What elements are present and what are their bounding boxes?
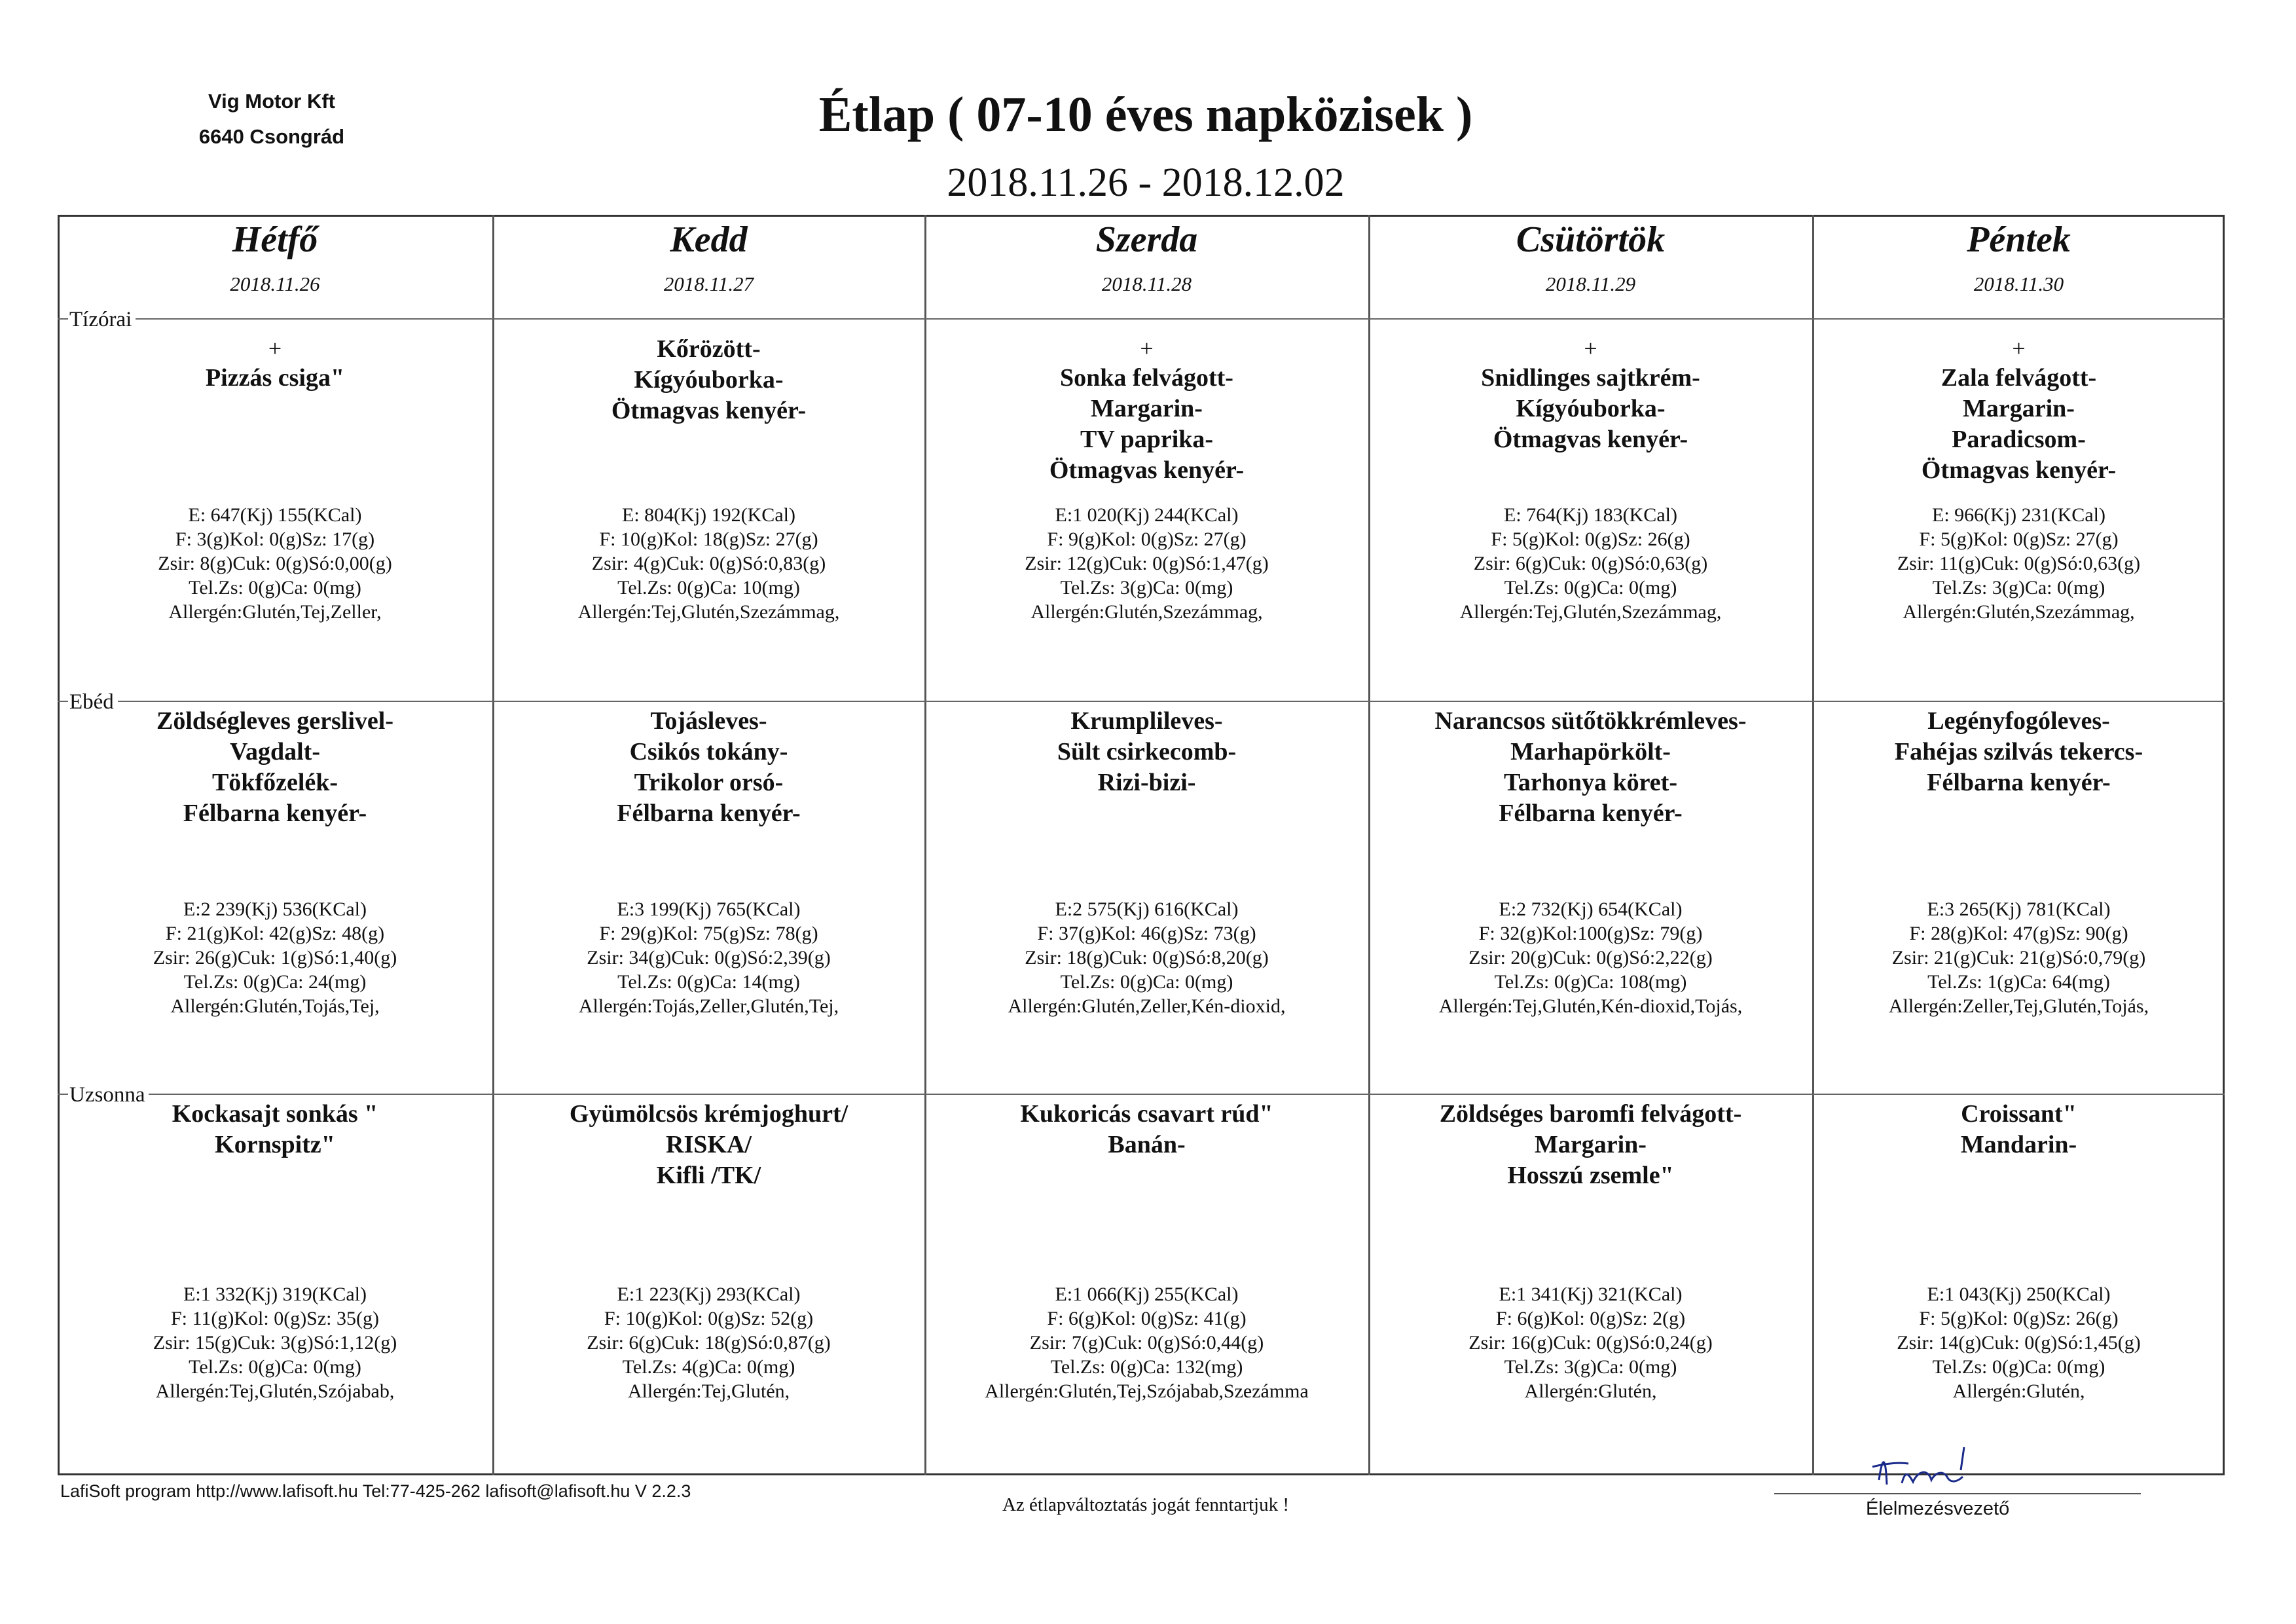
dish-name: Margarin- <box>1963 395 2075 422</box>
nutrition-line: Tel.Zs: 3(g)Ca: 0(mg) <box>1060 577 1233 599</box>
nutrition-line: E:2 575(Kj) 616(KCal) <box>1055 898 1239 920</box>
nutrition-info <box>926 1282 1367 1403</box>
dish-name: Snidlinges sajtkrém- <box>1481 364 1700 392</box>
company-address: 6640 Csongrád <box>198 125 345 148</box>
nutrition-info <box>1814 503 2223 624</box>
dish-name: Fahéjas szilvás tekercs- <box>1894 738 2143 766</box>
nutrition-line: Tel.Zs: 0(g)Ca: 14(mg) <box>617 971 800 993</box>
day-date: 2018.11.30 <box>1973 272 2064 295</box>
nutrition-line: Zsir: 34(g)Cuk: 0(g)Só:2,39(g) <box>587 947 831 969</box>
dish-name: Narancsos sütőtökkrémleves- <box>1434 707 1747 735</box>
nutrition-line: E:1 332(Kj) 319(KCal) <box>183 1283 367 1305</box>
nutrition-line: E: 764(Kj) 183(KCal) <box>1504 504 1677 526</box>
day-name: Hétfő <box>232 219 318 260</box>
dish-name: Kígyóuborka- <box>1516 395 1666 422</box>
allergen-line: Allergén:Tej,Glutén,Kén-dioxid,Tojás, <box>1438 995 1743 1017</box>
nutrition-line: E:1 020(Kj) 244(KCal) <box>1055 504 1239 526</box>
nutrition-line: Tel.Zs: 0(g)Ca: 24(mg) <box>183 971 367 993</box>
nutrition-info <box>59 503 491 624</box>
allergen-line: Allergén:Tej,Glutén,Szezámmag, <box>1459 601 1722 623</box>
nutrition-line: Zsir: 7(g)Cuk: 0(g)Só:0,44(g) <box>1029 1332 1264 1354</box>
dish-name: TV paprika- <box>1080 426 1214 453</box>
nutrition-line: Tel.Zs: 3(g)Ca: 0(mg) <box>1932 577 2105 599</box>
dish-cell <box>926 1099 1367 1160</box>
nutrition-line: E:1 066(Kj) 255(KCal) <box>1055 1283 1239 1305</box>
dish-cell <box>1370 706 1811 829</box>
plus-sign: + <box>1584 335 1597 361</box>
nutrition-line: Zsir: 16(g)Cuk: 0(g)Só:0,24(g) <box>1468 1332 1713 1354</box>
allergen-line: Allergén:Glutén, <box>1524 1380 1657 1402</box>
allergen-line: Allergén:Tej,Glutén, <box>627 1380 790 1402</box>
allergen-line: Allergén:Glutén, <box>1952 1380 2085 1402</box>
dish-name: Félbarna kenyér- <box>1499 800 1683 827</box>
nutrition-info <box>1814 897 2223 1018</box>
nutrition-line: Zsir: 8(g)Cuk: 0(g)Só:0,00(g) <box>158 553 392 574</box>
dish-name: Kifli /TK/ <box>656 1162 761 1189</box>
dish-name: Félbarna kenyér- <box>183 800 367 827</box>
nutrition-line: F: 21(g)Kol: 42(g)Sz: 48(g) <box>165 923 385 944</box>
dish-cell <box>494 334 923 426</box>
dish-name: Margarin- <box>1535 1131 1647 1158</box>
page-title: Étlap ( 07-10 éves napközisek ) <box>818 87 1473 142</box>
row-divider <box>58 701 2225 702</box>
dish-name: Pizzás csiga" <box>205 364 345 392</box>
day-name: Szerda <box>1095 219 1198 260</box>
plus-sign: + <box>2012 335 2026 361</box>
nutrition-line: F: 5(g)Kol: 0(g)Sz: 27(g) <box>1919 528 2119 550</box>
dish-name: Tarhonya köret- <box>1504 769 1677 796</box>
dish-name: Krumplileves- <box>1070 707 1223 735</box>
nutrition-line: E: 647(Kj) 155(KCal) <box>188 504 362 526</box>
nutrition-info <box>926 503 1367 624</box>
nutrition-line: Zsir: 14(g)Cuk: 0(g)Só:1,45(g) <box>1897 1332 2141 1354</box>
dish-cell <box>1370 334 1811 455</box>
dish-name: Marhapörkölt- <box>1510 738 1671 766</box>
dish-name: Ötmagvas kenyér- <box>1493 426 1688 453</box>
nutrition-line: Zsir: 21(g)Cuk: 21(g)Só:0,79(g) <box>1891 947 2146 969</box>
dish-name: Kígyóuborka- <box>634 366 784 394</box>
plus-sign: + <box>268 335 282 361</box>
dish-name: Sült csirkecomb- <box>1057 738 1237 766</box>
dish-cell <box>926 706 1367 798</box>
dish-name: Rizi-bizi- <box>1097 769 1196 796</box>
dish-name: Kukoricás csavart rúd" <box>1020 1100 1273 1128</box>
dish-cell <box>1814 334 2223 486</box>
dish-name: Mandarin- <box>1960 1131 2077 1158</box>
nutrition-line: F: 10(g)Kol: 18(g)Sz: 27(g) <box>599 528 818 550</box>
plus-sign: + <box>1140 335 1154 361</box>
dish-name: Ötmagvas kenyér- <box>611 397 807 424</box>
day-header-friday <box>1814 216 2223 314</box>
dish-name: Félbarna kenyér- <box>1927 769 2111 796</box>
allergen-line: Allergén:Glutén,Szezámmag, <box>1903 601 2135 623</box>
nutrition-line: E:1 341(Kj) 321(KCal) <box>1499 1283 1683 1305</box>
nutrition-line: E:2 732(Kj) 654(KCal) <box>1499 898 1683 920</box>
dish-name: Trikolor orsó- <box>634 769 784 796</box>
dish-name: Vagdalt- <box>230 738 320 766</box>
nutrition-line: E:1 043(Kj) 250(KCal) <box>1927 1283 2111 1305</box>
dish-name: Kornspitz" <box>215 1131 335 1158</box>
day-header-tuesday <box>494 216 923 314</box>
nutrition-line: Tel.Zs: 0(g)Ca: 0(mg) <box>189 577 361 599</box>
allergen-line: Allergén:Tej,Glutén,Szezámmag, <box>577 601 840 623</box>
dish-name: Zala felvágott- <box>1941 364 2097 392</box>
dish-name: Félbarna kenyér- <box>617 800 801 827</box>
day-date: 2018.11.27 <box>663 272 754 295</box>
day-name: Péntek <box>1967 219 2071 260</box>
nutrition-line: E: 966(Kj) 231(KCal) <box>1932 504 2105 526</box>
day-header-monday <box>59 216 491 314</box>
dish-cell <box>1814 1099 2223 1160</box>
dish-name: RISKA/ <box>666 1131 752 1158</box>
dish-name: Sonka felvágott- <box>1060 364 1233 392</box>
day-date: 2018.11.28 <box>1101 272 1192 295</box>
dish-cell <box>59 1099 491 1160</box>
nutrition-info <box>1370 897 1811 1018</box>
nutrition-line: F: 11(g)Kol: 0(g)Sz: 35(g) <box>170 1308 380 1329</box>
nutrition-line: Zsir: 20(g)Cuk: 0(g)Só:2,22(g) <box>1468 947 1713 969</box>
row-divider <box>58 1094 2225 1095</box>
nutrition-line: F: 10(g)Kol: 0(g)Sz: 52(g) <box>604 1308 814 1329</box>
nutrition-info <box>494 897 923 1018</box>
nutrition-line: Tel.Zs: 0(g)Ca: 0(mg) <box>1060 971 1233 993</box>
nutrition-line: Zsir: 12(g)Cuk: 0(g)Só:1,47(g) <box>1025 553 1269 574</box>
nutrition-info <box>926 897 1367 1018</box>
dish-cell <box>494 706 923 829</box>
meal-label-uzsonna: Uzsonna <box>68 1083 149 1107</box>
nutrition-line: F: 37(g)Kol: 46(g)Sz: 73(g) <box>1037 923 1256 944</box>
nutrition-line: E:3 199(Kj) 765(KCal) <box>617 898 801 920</box>
nutrition-line: Tel.Zs: 0(g)Ca: 10(mg) <box>617 577 800 599</box>
allergen-line: Allergén:Glutén,Zeller,Kén-dioxid, <box>1008 995 1286 1017</box>
day-header-thursday <box>1370 216 1811 314</box>
meal-label-ebed: Ebéd <box>68 690 118 714</box>
allergen-line: Allergén:Glutén,Tej,Szójabab,Szezámma <box>985 1380 1309 1402</box>
dish-cell <box>1370 1099 1811 1191</box>
dish-name: Tökfőzelék- <box>211 769 338 796</box>
dish-name: Csikós tokány- <box>629 738 788 766</box>
allergen-line: Allergén:Glutén,Szezámmag, <box>1030 601 1263 623</box>
dish-name: Hosszú zsemle" <box>1507 1162 1674 1189</box>
nutrition-line: Tel.Zs: 0(g)Ca: 0(mg) <box>189 1356 361 1378</box>
nutrition-line: Tel.Zs: 1(g)Ca: 64(mg) <box>1927 971 2110 993</box>
allergen-line: Allergén:Glutén,Tojás,Tej, <box>170 995 380 1017</box>
company-name: Vig Motor Kft <box>208 90 335 113</box>
nutrition-line: Zsir: 18(g)Cuk: 0(g)Só:8,20(g) <box>1025 947 1269 969</box>
nutrition-line: F: 6(g)Kol: 0(g)Sz: 41(g) <box>1047 1308 1247 1329</box>
nutrition-line: F: 6(g)Kol: 0(g)Sz: 2(g) <box>1495 1308 1686 1329</box>
nutrition-line: F: 3(g)Kol: 0(g)Sz: 17(g) <box>175 528 375 550</box>
day-name: Csütörtök <box>1516 219 1666 260</box>
nutrition-line: Tel.Zs: 0(g)Ca: 108(mg) <box>1494 971 1687 993</box>
company-info <box>160 84 383 155</box>
nutrition-line: Zsir: 4(g)Cuk: 0(g)Só:0,83(g) <box>591 553 826 574</box>
program-info: LafiSoft program http://www.lafisoft.hu Tel:77-425-262 lafisoft@lafisoft.hu V 2.2.3 <box>60 1481 691 1501</box>
nutrition-line: E:3 265(Kj) 781(KCal) <box>1927 898 2111 920</box>
nutrition-line: Zsir: 26(g)Cuk: 1(g)Só:1,40(g) <box>153 947 397 969</box>
dish-name: Ötmagvas kenyér- <box>1049 456 1245 484</box>
dish-name: Gyümölcsös krémjoghurt/ <box>569 1100 848 1128</box>
nutrition-line: F: 9(g)Kol: 0(g)Sz: 27(g) <box>1047 528 1247 550</box>
allergen-line: Allergén:Tej,Glutén,Szójabab, <box>155 1380 395 1402</box>
nutrition-line: E: 804(Kj) 192(KCal) <box>622 504 795 526</box>
dish-name: Croissant" <box>1961 1100 2077 1128</box>
nutrition-info <box>59 1282 491 1403</box>
dish-cell <box>494 1099 923 1191</box>
day-date: 2018.11.29 <box>1545 272 1636 295</box>
signature-label: Élelmezésvezető <box>1866 1498 2010 1519</box>
dish-name: Tojásleves- <box>650 707 767 735</box>
dish-name: Ötmagvas kenyér- <box>1921 456 2117 484</box>
signature-line <box>1774 1493 2141 1494</box>
dish-name: Zöldségleves gerslivel- <box>156 707 393 735</box>
dish-name: Margarin- <box>1091 395 1203 422</box>
row-divider <box>58 318 2225 320</box>
day-header-wednesday <box>926 216 1367 314</box>
date-range: 2018.11.26 - 2018.12.02 <box>947 160 1345 205</box>
dish-cell <box>59 706 491 829</box>
day-date: 2018.11.26 <box>230 272 320 295</box>
dish-name: Paradicsom- <box>1952 426 2086 453</box>
nutrition-info <box>59 897 491 1018</box>
allergen-line: Allergén:Tojás,Zeller,Glutén,Tej, <box>578 995 839 1017</box>
dish-cell <box>59 334 491 394</box>
nutrition-info <box>1370 503 1811 624</box>
dish-name: Kőrözött- <box>657 335 761 363</box>
nutrition-info <box>494 1282 923 1403</box>
nutrition-line: Tel.Zs: 0(g)Ca: 132(mg) <box>1050 1356 1243 1378</box>
allergen-line: Allergén:Zeller,Tej,Glutén,Tojás, <box>1888 995 2149 1017</box>
nutrition-line: F: 29(g)Kol: 75(g)Sz: 78(g) <box>599 923 818 944</box>
nutrition-info <box>1814 1282 2223 1403</box>
dish-name: Banán- <box>1108 1131 1186 1158</box>
nutrition-line: Zsir: 6(g)Cuk: 18(g)Só:0,87(g) <box>587 1332 831 1354</box>
nutrition-info <box>1370 1282 1811 1403</box>
dish-cell <box>926 334 1367 486</box>
nutrition-line: F: 32(g)Kol:100(g)Sz: 79(g) <box>1478 923 1703 944</box>
nutrition-line: Zsir: 11(g)Cuk: 0(g)Só:0,63(g) <box>1897 553 2141 574</box>
nutrition-info <box>494 503 923 624</box>
day-name: Kedd <box>670 219 748 260</box>
dish-cell <box>1814 706 2223 798</box>
nutrition-line: Tel.Zs: 3(g)Ca: 0(mg) <box>1504 1356 1677 1378</box>
dish-name: Zöldséges baromfi felvágott- <box>1439 1100 1742 1128</box>
nutrition-line: Tel.Zs: 0(g)Ca: 0(mg) <box>1504 577 1677 599</box>
nutrition-line: F: 28(g)Kol: 47(g)Sz: 90(g) <box>1909 923 2128 944</box>
disclaimer: Az étlapváltoztatás jogát fenntartjuk ! <box>1002 1494 1290 1515</box>
nutrition-line: E:1 223(Kj) 293(KCal) <box>617 1283 801 1305</box>
dish-name: Kockasajt sonkás " <box>172 1100 378 1128</box>
nutrition-line: F: 5(g)Kol: 0(g)Sz: 26(g) <box>1491 528 1690 550</box>
nutrition-line: Zsir: 6(g)Cuk: 0(g)Só:0,63(g) <box>1473 553 1708 574</box>
allergen-line: Allergén:Glutén,Tej,Zeller, <box>168 601 382 623</box>
nutrition-line: E:2 239(Kj) 536(KCal) <box>183 898 367 920</box>
nutrition-line: Zsir: 15(g)Cuk: 3(g)Só:1,12(g) <box>153 1332 397 1354</box>
nutrition-line: Tel.Zs: 4(g)Ca: 0(mg) <box>622 1356 795 1378</box>
nutrition-line: F: 5(g)Kol: 0(g)Sz: 26(g) <box>1919 1308 2119 1329</box>
nutrition-line: Tel.Zs: 0(g)Ca: 0(mg) <box>1932 1356 2105 1378</box>
dish-name: Legényfogóleves- <box>1927 707 2110 735</box>
meal-label-tizorai: Tízórai <box>68 308 136 331</box>
